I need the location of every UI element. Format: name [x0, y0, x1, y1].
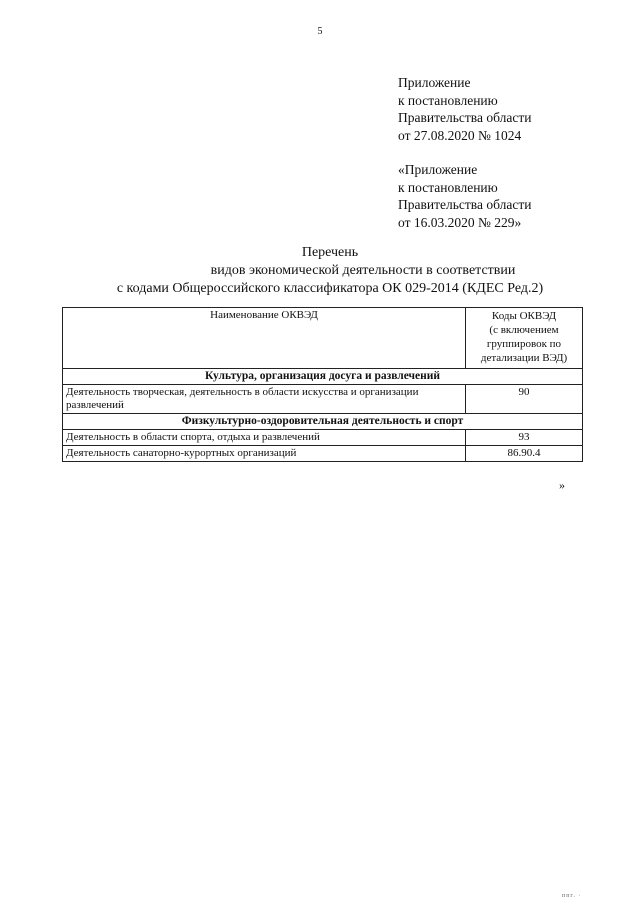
table-header-row [63, 308, 583, 369]
header-name: Наименование ОКВЭД [63, 308, 466, 369]
appendix-current-line: Правительства области [398, 110, 532, 125]
appendix-current [398, 74, 531, 144]
okved-table [62, 307, 583, 462]
section-row [63, 414, 583, 430]
appendix-current-line: от 27.08.2020 № 1024 [398, 127, 522, 143]
table-row [63, 430, 583, 446]
appendix-original-line: от 16.03.2020 № 229» [398, 214, 522, 230]
title-line: видов экономической деятельности в соответствии [210, 263, 516, 278]
activity-name: Деятельность санаторно-курортных организаций [63, 446, 466, 462]
title-line: Перечень [301, 245, 359, 260]
page-number: 5 [317, 26, 323, 37]
section-title: Физкультурно-оздоровительная деятельность и спорт [63, 414, 583, 430]
header-code-line: Коды ОКВЭД [491, 310, 557, 322]
activity-code: 86.90.4 [466, 446, 583, 462]
activity-code: 93 [466, 430, 583, 446]
section-title: Культура, организация досуга и развлечений [63, 369, 583, 385]
footer-mark: ппг. · [562, 893, 582, 899]
appendix-original-line: «Приложение [398, 162, 478, 177]
activity-code: 90 [466, 385, 583, 414]
table-row [63, 446, 583, 462]
activity-name: Деятельность в области спорта, отдыха и развлечений [63, 430, 466, 446]
appendix-original-line: к постановлению [398, 179, 498, 195]
title-line: с кодами Общероссийского классификатора ОК 029-2014 (КДЕС Ред.2) [116, 281, 544, 296]
closing-quote: » [559, 478, 565, 492]
appendix-original [398, 161, 531, 231]
appendix-current-line: Приложение [398, 75, 471, 90]
appendix-original-line: Правительства области [398, 197, 532, 212]
header-code-line: группировок по [486, 338, 562, 350]
appendix-current-line: к постановлению [398, 92, 498, 108]
document-title [60, 244, 600, 298]
header-code [466, 308, 583, 369]
activity-name: Деятельность творческая, деятельность в области искусства и организации развлечений [63, 385, 466, 414]
header-code-line: (с включением [489, 324, 559, 336]
section-row [63, 369, 583, 385]
table-row [63, 385, 583, 414]
header-code-line: детализации ВЭД) [480, 352, 568, 364]
